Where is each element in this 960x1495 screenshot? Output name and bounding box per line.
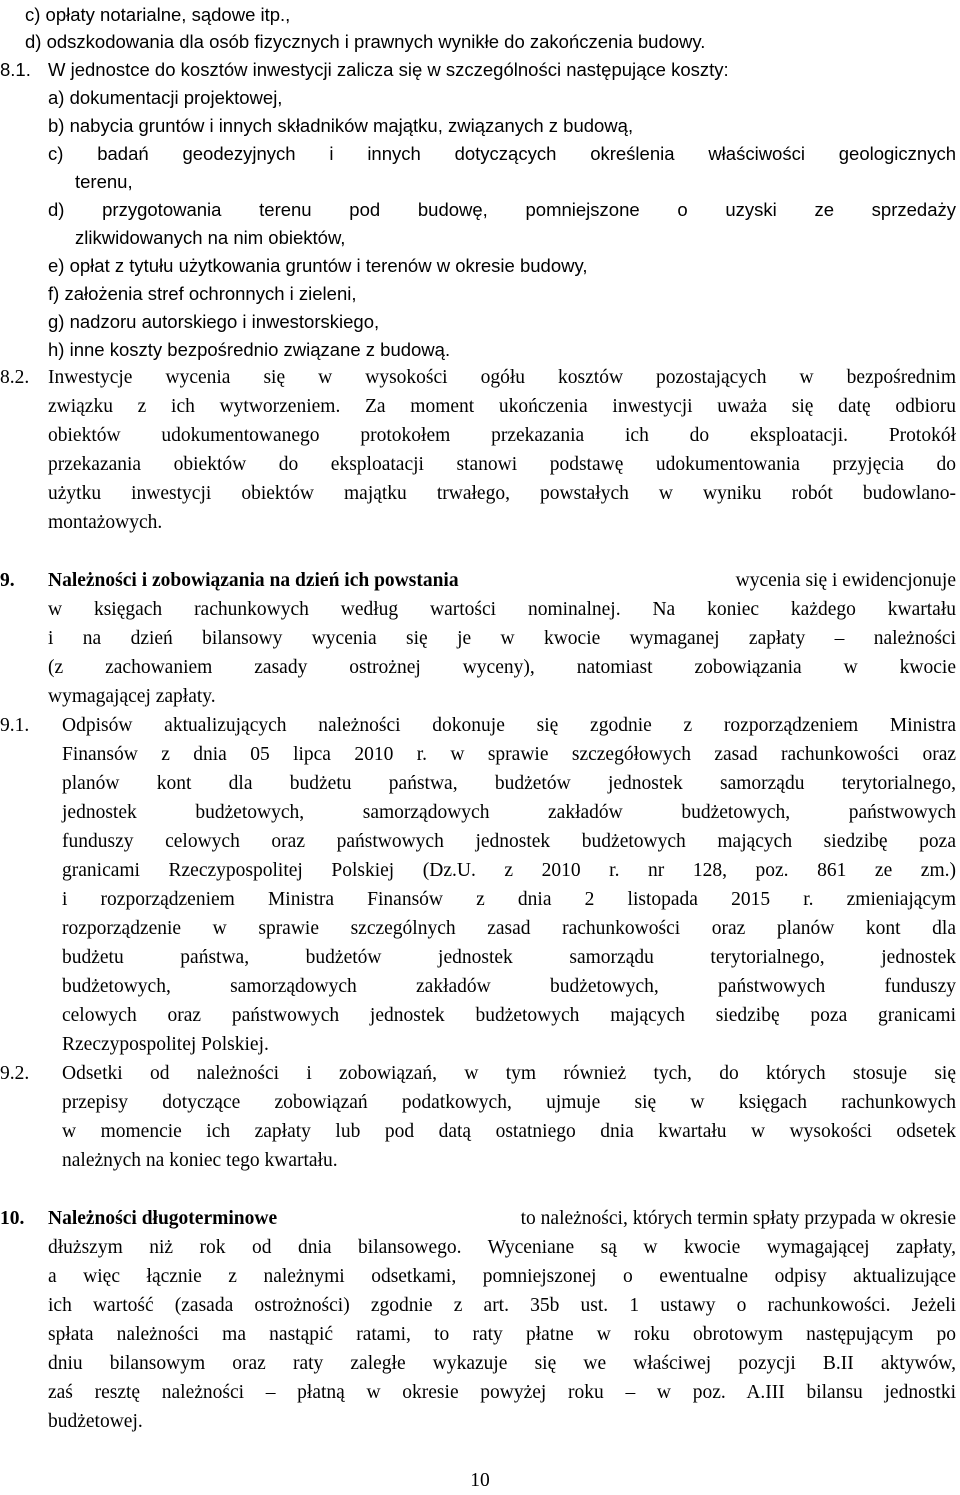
paragraph-line: montażowych. bbox=[48, 512, 163, 533]
list-item: a) dokumentacji projektowej, bbox=[48, 87, 283, 108]
paragraph-line: spłata należności ma nastąpić ratami, to raty płatne w roku obrotowym następującym po bbox=[48, 1324, 956, 1345]
paragraph-line: należnych na koniec tego kwartału. bbox=[62, 1150, 338, 1171]
section-number: 8.1. bbox=[0, 59, 31, 80]
paragraph-line: użytku inwestycji obiektów majątku trwałego, powstałych w wyniku robót budowlano- bbox=[48, 483, 956, 504]
paragraph-line: i rozporządzeniem Ministra Finansów z dnia 2 listopada 2015 r. zmieniającym bbox=[62, 889, 956, 910]
list-item: b) nabycia gruntów i innych składników majątku, związanych z budową, bbox=[48, 115, 634, 136]
paragraph-line: jednostek budżetowych, samorządowych zakładów budżetowych, państwowych bbox=[62, 802, 956, 823]
section-intro: W jednostce do kosztów inwestycji zalicza się w szczególności następujące koszty: bbox=[48, 59, 729, 80]
paragraph-line: Odpisów aktualizujących należności dokonuje się zgodnie z rozporządzeniem Ministra bbox=[62, 715, 956, 736]
paragraph-line: w momencie ich zapłaty lub pod datą ostatniego dnia kwartału w wysokości odsetek bbox=[62, 1121, 956, 1142]
paragraph-line: w księgach rachunkowych według wartości nominalnej. Na koniec każdego kwartału bbox=[48, 599, 956, 620]
paragraph-line: przepisy dotyczące zobowiązań podatkowych, ujmuje się w księgach rachunkowych bbox=[62, 1092, 956, 1113]
list-item: e) opłat z tytułu użytkowania gruntów i terenów w okresie budowy, bbox=[48, 255, 588, 276]
paragraph-line: (z zachowaniem zasady ostrożnej wyceny), natomiast zobowiązania w kwocie bbox=[48, 657, 956, 678]
paragraph-line: planów kont dla budżetu państwa, budżetów jednostek samorządu terytorialnego, bbox=[62, 773, 956, 794]
section-number: 8.2. bbox=[0, 367, 30, 388]
paragraph-line: dłuższym niż rok od dnia bilansowego. Wyceniane są w kwocie wymagającej zapłaty, bbox=[48, 1237, 956, 1258]
section-heading-line bbox=[48, 1204, 956, 1233]
list-item-cont: zlikwidowanych na nim obiektów, bbox=[75, 227, 346, 248]
paragraph-line: dniu bilansowym oraz raty zaległe wykazuje się we właściwej pozycji B.II aktywów, bbox=[48, 1353, 956, 1374]
list-item: d) przygotowania terenu pod budowę, pomniejszone o uzyski ze sprzedaży bbox=[48, 199, 956, 220]
paragraph-line: Rzeczypospolitej Polskiej. bbox=[62, 1034, 269, 1055]
paragraph-line: związku z ich wytworzeniem. Za moment ukończenia inwestycji uważa się datę odbioru bbox=[48, 396, 956, 417]
heading-continuation: to należności, których termin spłaty przypada w okresie bbox=[520, 1208, 956, 1229]
section-number: 9. bbox=[0, 570, 15, 591]
page-number: 10 bbox=[470, 1470, 490, 1491]
section-number: 10. bbox=[0, 1208, 25, 1229]
list-item: h) inne koszty bezpośrednio związane z budową. bbox=[48, 339, 451, 360]
list-item-d: d) odszkodowania dla osób fizycznych i prawnych wynikłe do zakończenia budowy. bbox=[25, 31, 706, 52]
paragraph-line: budżetu państwa, budżetów jednostek samorządu terytorialnego, jednostek bbox=[62, 947, 956, 968]
list-item: f) założenia stref ochronnych i zieleni, bbox=[48, 283, 357, 304]
paragraph-line: przekazania obiektów do eksploatacji stanowi podstawę udokumentowania przyjęcia do bbox=[48, 454, 956, 475]
paragraph-line: granicami Rzeczypospolitej Polskiej (Dz.U. z 2010 r. nr 128, poz. 861 ze zm.) bbox=[62, 860, 956, 881]
paragraph-line: i na dzień bilansowy wycenia się je w kwocie wymaganej zapłaty – należności bbox=[48, 628, 956, 649]
paragraph-line: Odsetki od należności i zobowiązań, w tym również tych, do których stosuje się bbox=[62, 1063, 956, 1084]
section-heading: Należności długoterminowe bbox=[48, 1208, 278, 1229]
paragraph-line: Finansów z dnia 05 lipca 2010 r. w sprawie szczegółowych zasad rachunkowości oraz bbox=[62, 744, 956, 765]
paragraph-line: celowych oraz państwowych jednostek budżetowych mających siedzibę poza granicami bbox=[62, 1005, 956, 1026]
list-item-c: c) opłaty notarialne, sądowe itp., bbox=[25, 4, 291, 25]
list-item: g) nadzoru autorskiego i inwestorskiego, bbox=[48, 311, 380, 332]
paragraph-line: zaś resztę należności – płatną w okresie powyżej roku – w poz. A.III bilansu jednostki bbox=[48, 1382, 956, 1403]
section-number: 9.1. bbox=[0, 715, 30, 736]
paragraph-line: obiektów udokumentowanego protokołem przekazania ich do eksploatacji. Protokół bbox=[48, 425, 956, 446]
paragraph-line: funduszy celowych oraz państwowych jednostek budżetowych mających siedzibę poza bbox=[62, 831, 956, 852]
list-item-cont: terenu, bbox=[75, 171, 133, 192]
section-heading-line bbox=[48, 566, 956, 595]
section-heading: Należności i zobowiązania na dzień ich powstania bbox=[48, 570, 459, 591]
paragraph-line: Inwestycje wycenia się w wysokości ogółu kosztów pozostających w bezpośrednim bbox=[48, 367, 956, 388]
paragraph-line: a więc łącznie z należnymi odsetkami, pomniejszonej o ewentualne odpisy aktualizujące bbox=[48, 1266, 956, 1287]
paragraph-line: rozporządzenie w sprawie szczególnych zasad rachunkowości oraz planów kont dla bbox=[62, 918, 956, 939]
heading-continuation: wycenia się i ewidencjonuje bbox=[735, 570, 956, 591]
list-item: c) badań geodezyjnych i innych dotyczących określenia właściwości geologicznych bbox=[48, 143, 956, 164]
section-number: 9.2. bbox=[0, 1063, 30, 1084]
paragraph-line: wymagającej zapłaty. bbox=[48, 686, 216, 707]
paragraph-line: budżetowych, samorządowych zakładów budżetowych, państwowych funduszy bbox=[62, 976, 956, 997]
paragraph-line: ich wartość (zasada ostrożności) zgodnie z art. 35b ust. 1 ustawy o rachunkowości. Jeżeli bbox=[48, 1295, 956, 1316]
paragraph-line: budżetowej. bbox=[48, 1411, 143, 1432]
